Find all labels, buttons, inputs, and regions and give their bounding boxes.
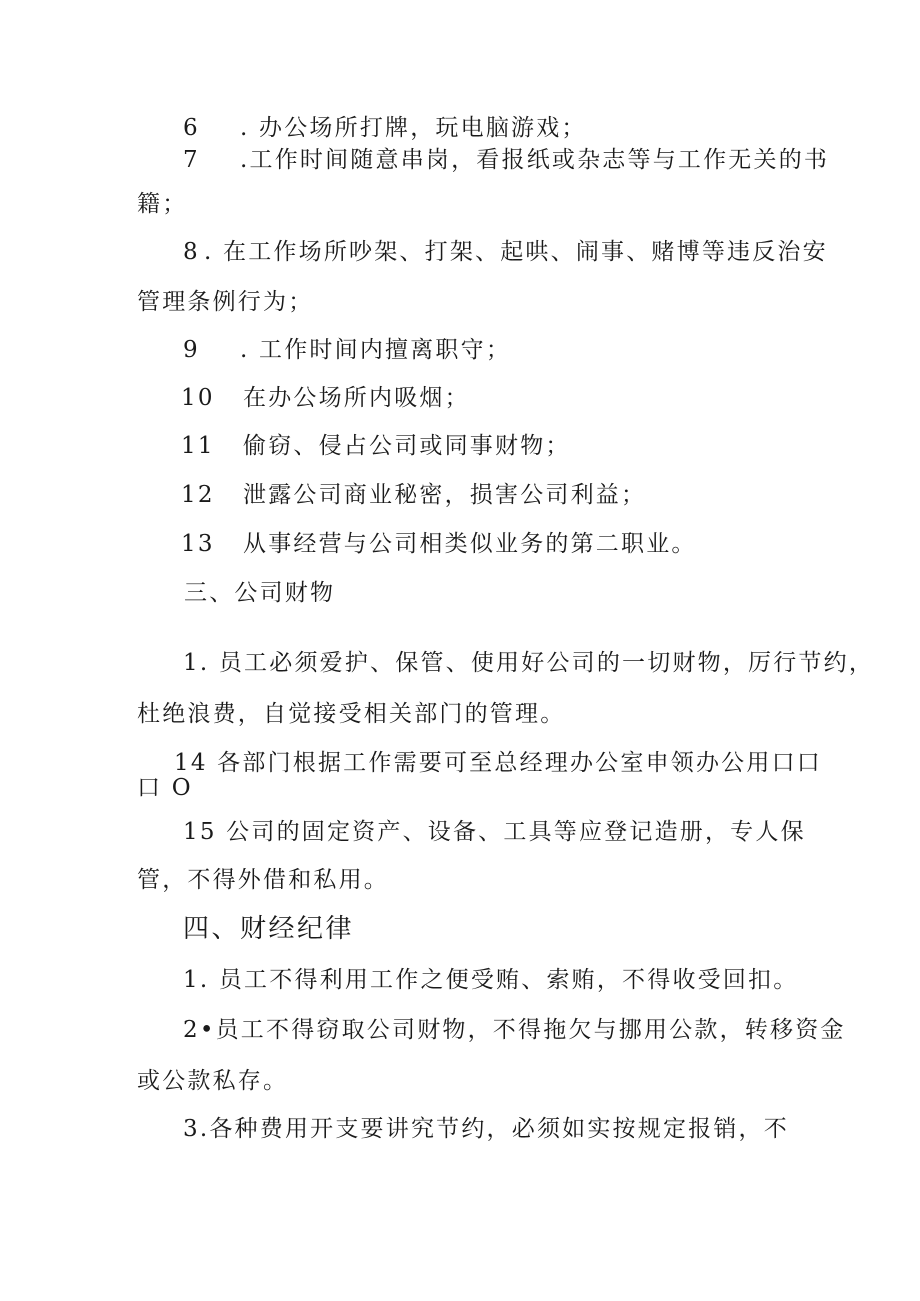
- item-text: . 办公场所打牌，玩电脑游戏；: [240, 115, 587, 141]
- heading-text: 三、公司财物: [184, 580, 336, 606]
- item-number: 13: [181, 531, 215, 557]
- item-number: 7: [183, 147, 200, 173]
- paragraph-text: 管，不得外借和私用。: [137, 867, 389, 893]
- item-number: 6: [183, 115, 200, 141]
- paragraph-text: 1. 员工必须爱护、保管、使用好公司的一切财物，厉行节约，: [183, 650, 875, 676]
- paragraph-text: 1. 员工不得利用工作之便受贿、索贿，不得收受回扣。: [183, 967, 799, 993]
- paragraph-text: 14 各部门根据工作需要可至总经理办公室申领办公用口口: [174, 750, 822, 776]
- item-text: 偷窃、侵占公司或同事财物；: [243, 433, 571, 459]
- paragraph-text: 2•员工不得窃取公司财物，不得拖欠与挪用公款，转移资金: [183, 1017, 846, 1043]
- item-text: 泄露公司商业秘密，损害公司利益；: [243, 482, 647, 508]
- item-number: 12: [181, 482, 215, 508]
- item-text: 从事经营与公司相类似业务的第二职业。: [243, 531, 697, 557]
- paragraph-text: 15 公司的固定资产、设备、工具等应登记造册，专人保: [183, 819, 806, 845]
- paragraph-text: 口 O: [137, 775, 193, 801]
- item-number: 9: [183, 337, 200, 363]
- paragraph-text: 籍；: [137, 191, 188, 217]
- paragraph-text: 3.各种费用开支要讲究节约，必须如实按规定报销，不: [183, 1116, 789, 1142]
- item-number: 11: [181, 433, 215, 459]
- item-text: . 工作时间内擅离职守；: [240, 337, 512, 363]
- item-text: 在办公场所内吸烟；: [243, 385, 470, 411]
- paragraph-text: 杜绝浪费，自觉接受相关部门的管理。: [137, 701, 566, 727]
- item-text: .工作时间随意串岗，看报纸或杂志等与工作无关的书: [240, 147, 830, 173]
- paragraph-text: 管理条例行为；: [137, 289, 314, 315]
- item-number: 8: [183, 239, 200, 265]
- heading-text: 四、财经纪律: [183, 914, 355, 944]
- item-number: 10: [181, 385, 215, 411]
- paragraph-text: 或公款私存。: [137, 1068, 289, 1094]
- item-text: . 在工作场所吵架、打架、起哄、闹事、赌博等违反治安: [204, 239, 828, 265]
